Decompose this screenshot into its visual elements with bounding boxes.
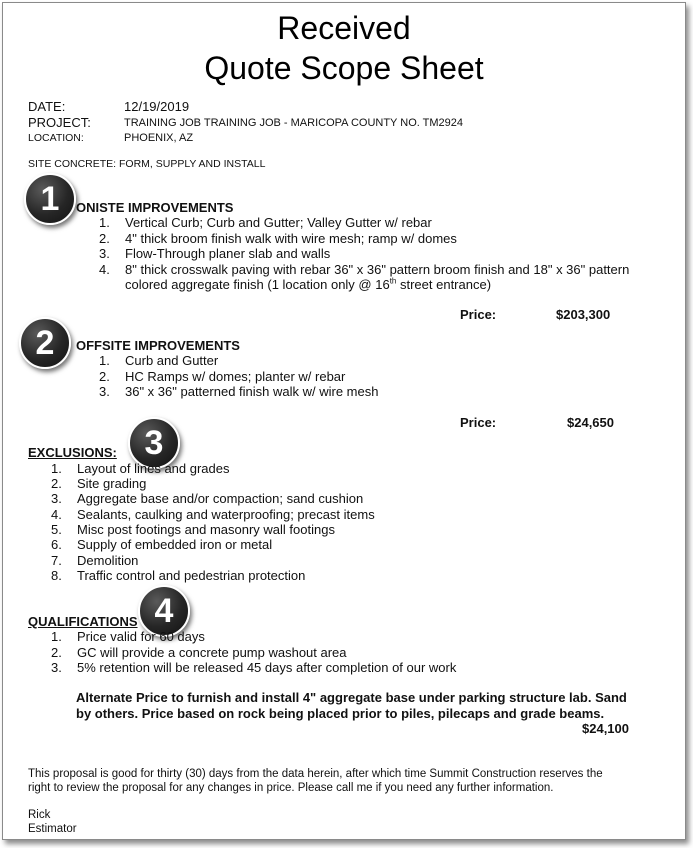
item-number: 6. xyxy=(51,537,62,552)
title-line-1: Received xyxy=(277,10,411,46)
item-number: 2. xyxy=(51,645,62,660)
exclusion-item-8 xyxy=(51,568,305,583)
item-number: 2. xyxy=(99,231,110,246)
offsite-price-value: $24,650 xyxy=(567,415,614,430)
footer-line-1: This proposal is good for thirty (30) days from the data herein, after which time Summit Construction reserves the xyxy=(28,768,603,780)
onsite-price-label: Price: xyxy=(460,307,497,322)
item-text: GC will provide a concrete pump washout area xyxy=(77,645,347,660)
offsite-item-1 xyxy=(99,353,218,368)
badge-3: 3 xyxy=(128,417,180,469)
item-text: Site grading xyxy=(77,476,147,491)
badge-1: 1 xyxy=(24,173,76,225)
item-text: Price valid for 60 days xyxy=(77,629,205,644)
badge-2: 2 xyxy=(19,317,71,369)
offsite-title: OFFSITE IMPROVEMENTS xyxy=(76,338,240,353)
quote-sheet xyxy=(2,2,686,840)
item-number: 1. xyxy=(51,629,62,644)
project-label: PROJECT: xyxy=(28,115,91,130)
exclusion-item-5 xyxy=(51,522,335,537)
item-text: Vertical Curb; Curb and Gutter; Valley Gutter w/ rebar xyxy=(125,215,432,230)
onsite-title: ONISTE IMPROVEMENTS xyxy=(76,200,234,215)
qualification-item-3 xyxy=(51,660,456,675)
item-text: 8" thick crosswalk paving with rebar 36" x 36" pattern broom finish and 18" x 36" pattern xyxy=(125,262,630,277)
item-text: HC Ramps w/ domes; planter w/ rebar xyxy=(125,369,346,384)
exclusion-item-2 xyxy=(51,476,146,491)
item-text: Supply of embedded iron or metal xyxy=(77,537,273,552)
signer-name: Rick xyxy=(28,809,51,821)
item-number: 2. xyxy=(51,476,62,491)
onsite-item-1 xyxy=(99,215,432,230)
item-number: 3. xyxy=(51,660,62,675)
item-number: 1. xyxy=(51,461,62,476)
item-number: 3. xyxy=(99,246,110,261)
exclusions-title: EXCLUSIONS: xyxy=(28,445,117,460)
location-value: PHOENIX, AZ xyxy=(124,132,194,144)
onsite-item-4 xyxy=(99,262,629,277)
exclusion-item-4 xyxy=(51,507,375,522)
item-number: 3. xyxy=(51,491,62,506)
date-value: 12/19/2019 xyxy=(124,99,190,114)
item-text: 4" thick broom finish walk with wire mesh; ramp w/ domes xyxy=(125,231,457,246)
exclusion-item-1 xyxy=(51,461,230,476)
project-value: TRAINING JOB TRAINING JOB - MARICOPA COUNTY NO. TM2924 xyxy=(124,117,464,129)
exclusion-item-3 xyxy=(51,491,363,506)
item-number: 4. xyxy=(99,262,110,277)
ordinal-suffix: th xyxy=(389,276,397,286)
exclusion-item-7 xyxy=(51,553,138,568)
alternate-line-1: Alternate Price to furnish and install 4" aggregate base under parking structure lab. Sand xyxy=(76,690,627,705)
onsite-price-value: $203,300 xyxy=(556,307,611,322)
item-text: Flow-Through planer slab and walls xyxy=(125,246,331,261)
onsite-item-3 xyxy=(99,246,330,261)
qualification-item-1 xyxy=(51,629,205,644)
qualification-item-2 xyxy=(51,645,347,660)
item-number: 5. xyxy=(51,522,62,537)
title-line-2: Quote Scope Sheet xyxy=(204,50,484,86)
signer-role: Estimator xyxy=(28,823,77,835)
item-number: 8. xyxy=(51,568,62,583)
item-text: Aggregate base and/or compaction; sand cushion xyxy=(77,491,364,506)
exclusion-item-6 xyxy=(51,537,272,552)
item-text: Sealants, caulking and waterproofing; precast items xyxy=(77,507,375,522)
item-number: 3. xyxy=(99,384,110,399)
item-number: 1. xyxy=(99,215,110,230)
footer-line-2: right to review the proposal for any changes in price. Please call me if you need any further information. xyxy=(28,782,554,794)
date-label: DATE: xyxy=(28,99,66,114)
item-number: 7. xyxy=(51,553,62,568)
offsite-item-3 xyxy=(99,384,378,399)
item-text: Traffic control and pedestrian protection xyxy=(77,568,306,583)
scope-line: SITE CONCRETE: FORM, SUPPLY AND INSTALL xyxy=(28,158,266,170)
onsite-item-4-continued xyxy=(125,277,491,292)
alternate-line-2: by others. Price based on rock being placed prior to piles, pilecaps and grade beams. xyxy=(76,706,605,721)
alternate-price: $24,100 xyxy=(582,721,629,736)
item-text: 36" x 36" patterned finish walk w/ wire mesh xyxy=(125,384,379,399)
qualifications-title: QUALIFICATIONS xyxy=(28,614,138,629)
item-number: 4. xyxy=(51,507,62,522)
item-text: 5% retention will be released 45 days after completion of our work xyxy=(77,660,457,675)
badge-4: 4 xyxy=(138,585,190,637)
item-text: Misc post footings and masonry wall footings xyxy=(77,522,335,537)
item-text: colored aggregate finish (1 location only @ 16 xyxy=(125,277,390,292)
item-text: street entrance) xyxy=(396,277,492,292)
item-text: Curb and Gutter xyxy=(125,353,219,368)
item-text: Demolition xyxy=(77,553,139,568)
item-number: 1. xyxy=(99,353,110,368)
item-number: 2. xyxy=(99,369,110,384)
offsite-price-label: Price: xyxy=(460,415,497,430)
item-text: Layout of lines and grades xyxy=(77,461,230,476)
location-label: LOCATION: xyxy=(28,132,84,144)
offsite-item-2 xyxy=(99,369,345,384)
onsite-item-2 xyxy=(99,231,457,246)
